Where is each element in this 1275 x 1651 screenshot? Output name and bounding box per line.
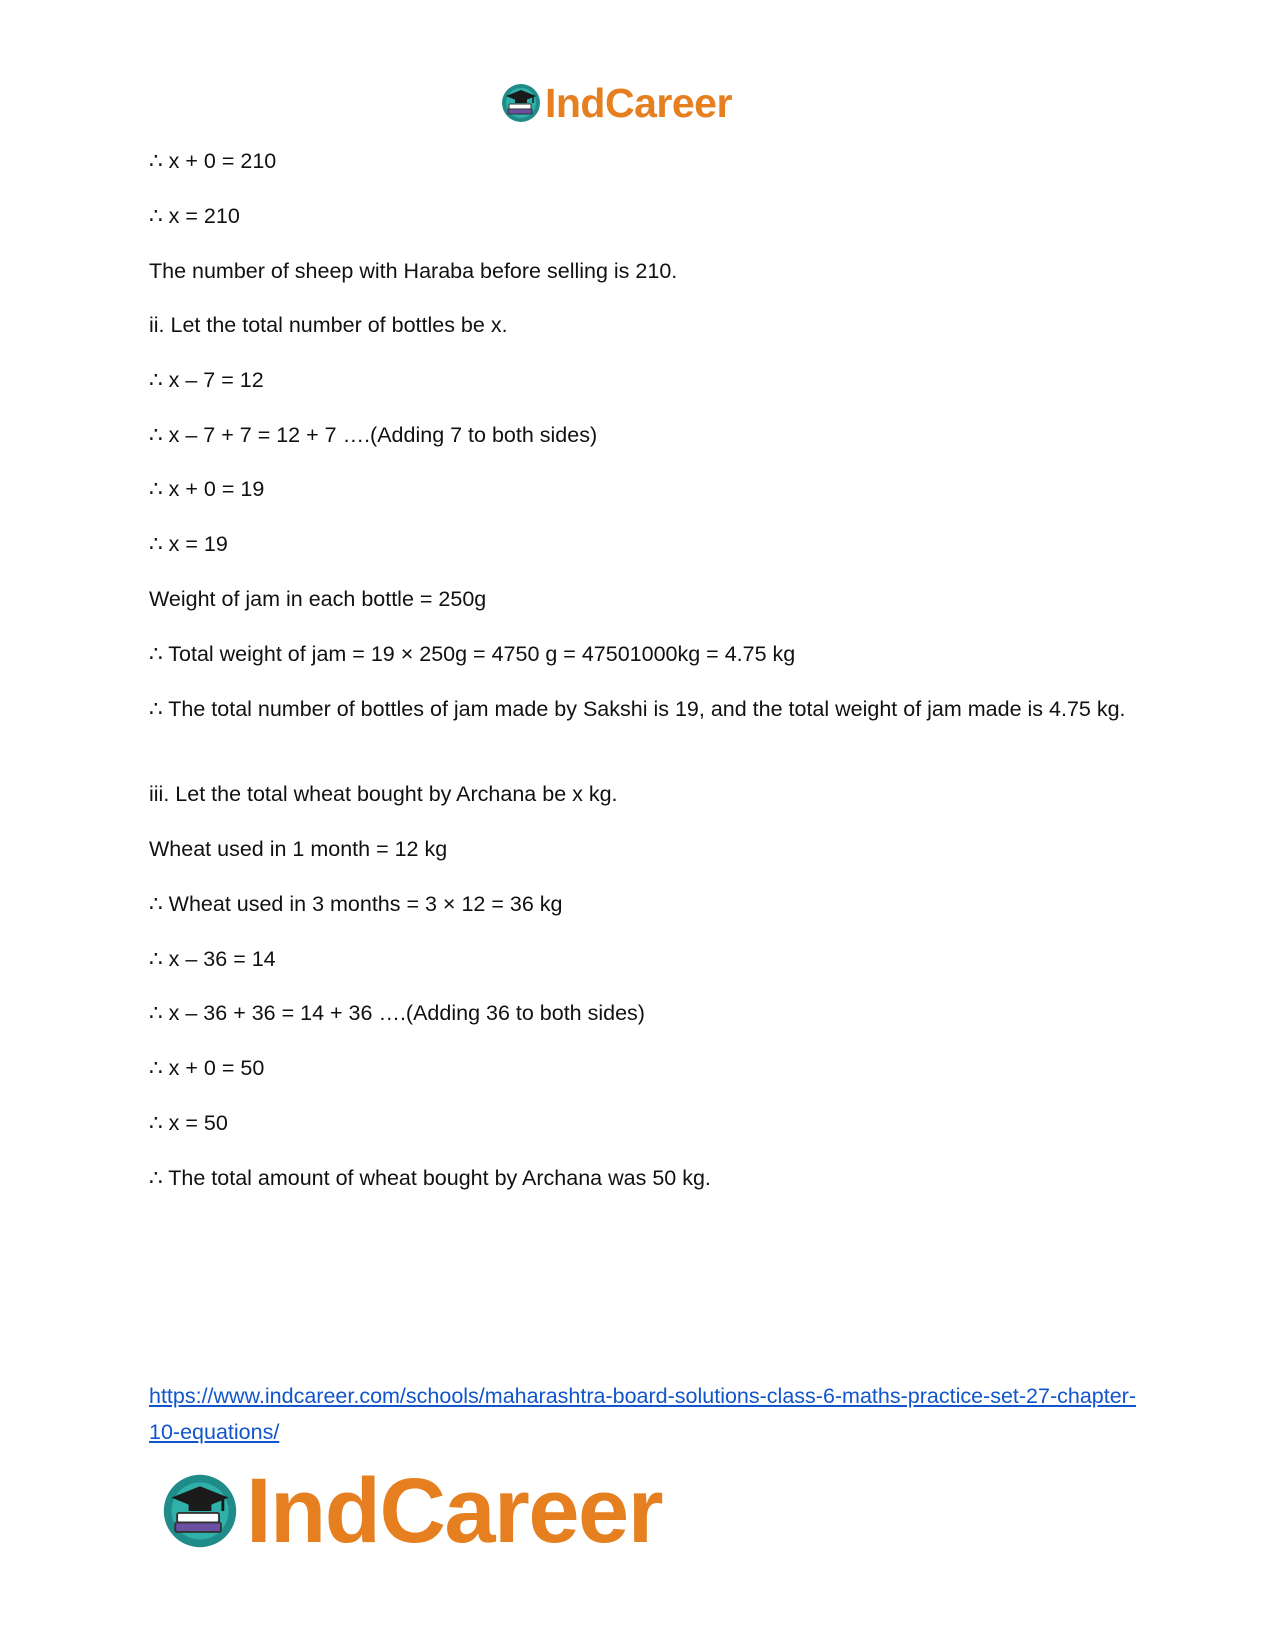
header-logo [500, 80, 732, 126]
text-line: ∴ The total number of bottles of jam made by Sakshi is 19, and the total weight of jam made is 4.75 kg. [149, 697, 1126, 721]
math-line: ∴ x + 0 = 50 [149, 1056, 265, 1080]
math-line: ∴ x = 19 [149, 532, 228, 556]
math-line: ∴ x – 36 = 14 [149, 947, 276, 971]
text-line: Wheat used in 1 month = 12 kg [149, 837, 448, 861]
math-line: ∴ x = 210 [149, 204, 240, 228]
math-line: ∴ Total weight of jam = 19 × 250g = 4750 g = 47501000kg = 4.75 kg [149, 642, 796, 666]
math-line: ∴ x – 7 + 7 = 12 + 7 ….(Adding 7 to both sides) [149, 423, 598, 447]
math-line: ∴ x – 36 + 36 = 14 + 36 ….(Adding 36 to both sides) [149, 1001, 645, 1025]
graduation-book-icon [160, 1471, 240, 1551]
math-line: ∴ x – 7 = 12 [149, 368, 264, 392]
graduation-book-icon [500, 82, 542, 124]
footer-logo [160, 1459, 662, 1562]
text-line: iii. Let the total wheat bought by Archana be x kg. [149, 782, 618, 806]
logo-wordmark: IndCareer [545, 79, 732, 126]
source-url-link[interactable]: https://www.indcareer.com/schools/maharashtra-board-solutions-class-6-maths-practice-set-27-chapter-10-equations/ [149, 1384, 1136, 1444]
text-line: Weight of jam in each bottle = 250g [149, 587, 487, 611]
text-line: ii. Let the total number of bottles be x. [149, 313, 508, 337]
math-line: ∴ Wheat used in 3 months = 3 × 12 = 36 kg [149, 892, 563, 916]
logo-wordmark: IndCareer [246, 1459, 662, 1562]
math-line: ∴ x = 50 [149, 1111, 228, 1135]
math-line: ∴ x + 0 = 210 [149, 149, 277, 173]
math-line: ∴ x + 0 = 19 [149, 477, 265, 501]
text-line: ∴ The total amount of wheat bought by Archana was 50 kg. [149, 1166, 711, 1190]
text-line: The number of sheep with Haraba before selling is 210. [149, 259, 678, 283]
